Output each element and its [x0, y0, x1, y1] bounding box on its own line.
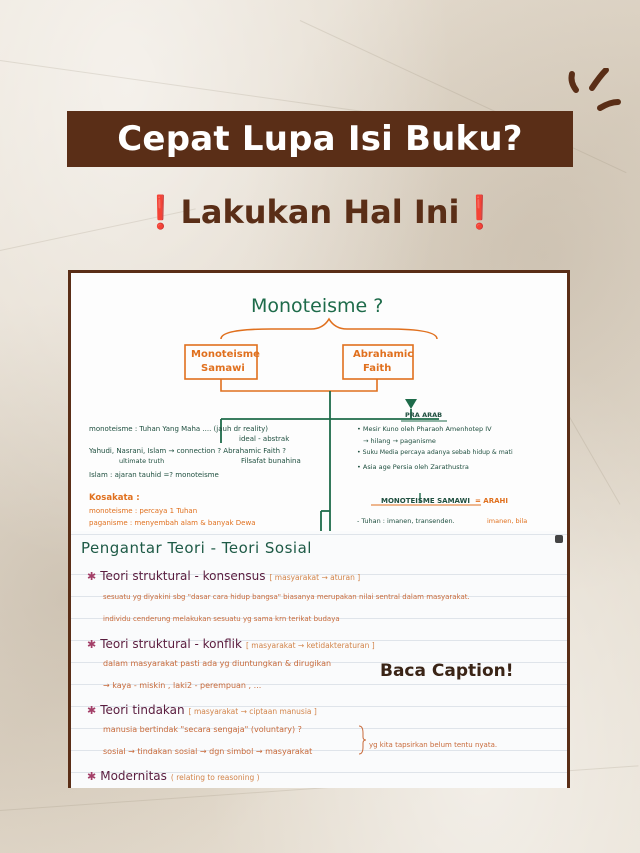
notes-line: dalam masyarakat pasti ada yg diuntungkan & dirugikan	[103, 659, 332, 668]
right-bottom-tail: imanen, bila	[487, 517, 528, 525]
left-box-line-1: Monoteisme	[191, 349, 260, 360]
right-note-4: • Asia age Persia oleh Zarathustra	[357, 463, 469, 471]
kosakata-2: paganisme : menyembah alam & banyak Dewa	[89, 519, 256, 527]
subtitle	[0, 193, 640, 231]
notes-line: manusia bertindak "secara sengaja" (voluntary) ?	[103, 725, 302, 734]
left-note-3: Yahudi, Nasrani, Islam → connection ? Abrahamic Faith ?	[89, 447, 287, 455]
notes-line: → kaya - miskin , laki2 - perempuan , ...	[103, 681, 262, 690]
subtitle-text: Lakukan Hal Ini	[180, 193, 460, 231]
notes-side-note: yg kita tapsirkan belum tentu nyata.	[369, 741, 498, 749]
left-note-2: ideal - abstrak	[239, 435, 290, 443]
notes-title: Pengantar Teori - Teori Sosial	[81, 539, 312, 557]
right-note-2: → hilang → paganisme	[363, 437, 436, 445]
right-note-1: • Mesir Kuno oleh Pharaoh Amenhotep IV	[357, 425, 492, 433]
exclamation-icon: ❗	[459, 193, 500, 231]
notes-line: sosial → tindakan sosial → dgn simbol → masyarakat	[103, 747, 313, 756]
asterisk-icon: ✱	[87, 770, 97, 783]
page-title: Cepat Lupa Isi Buku?	[117, 119, 523, 159]
notes-screenshot-card	[68, 270, 570, 788]
right-bottom-title: MONOTEISME SAMAWI	[381, 497, 470, 505]
kosakata-1: monoteisme : percaya 1 Tuhan	[89, 507, 198, 515]
curly-brace-icon	[357, 725, 367, 755]
notes-section-heading: ✱ Teori tindakan [ masyarakat → ciptaan manusia ]	[87, 703, 317, 717]
right-box-line-2: Faith	[363, 363, 392, 374]
lined-notes-panel	[71, 531, 567, 788]
right-bottom-line: - Tuhan : imanen, transenden.	[357, 517, 455, 525]
left-note-4: ultimate truth	[119, 457, 165, 465]
right-title: PRA ARAB	[405, 411, 443, 419]
scroll-handle[interactable]	[555, 535, 563, 543]
left-note-6: Islam : ajaran tauhid =? monoteisme	[89, 471, 219, 479]
notes-section-heading: ✱ Modernitas ( relating to reasoning )	[87, 769, 260, 783]
right-box-line-1: Abrahamic	[353, 349, 414, 360]
asterisk-icon: ✱	[87, 704, 97, 717]
asterisk-icon: ✱	[87, 638, 97, 651]
read-caption-label: Baca Caption!	[380, 661, 514, 681]
right-bottom-tag: = ARAHI	[475, 497, 508, 505]
notes-line: individu cenderung melakukan sesuatu yg sama krn terikat budaya	[103, 615, 340, 623]
asterisk-icon: ✱	[87, 570, 97, 583]
left-note-1: monoteisme : Tuhan Yang Maha .... (jauh dr reality)	[89, 425, 268, 433]
notes-section-heading: ✱ Teori struktural - konsensus [ masyarakat → aturan ]	[87, 569, 361, 583]
mindmap-panel	[71, 273, 567, 531]
notes-section-heading: ✱ Teori struktural - konflik [ masyarakat → ketidakteraturan ]	[87, 637, 375, 651]
mindmap-title: Monoteisme ?	[251, 295, 384, 317]
exclamation-icon: ❗	[140, 193, 181, 231]
title-banner	[67, 111, 573, 167]
right-note-3: • Suku Media percaya adanya sebab hidup & mati	[357, 449, 513, 456]
decorative-dashes-icon	[566, 68, 622, 120]
kosakata-title: Kosakata :	[89, 493, 140, 503]
notes-line: sesuatu yg diyakini sbg "dasar cara hidup bangsa" biasanya merupakan nilai sentral dalam masyarakat.	[103, 593, 470, 601]
left-note-5: Filsafat bunahina	[241, 457, 301, 465]
left-box-line-2: Samawi	[201, 363, 245, 374]
